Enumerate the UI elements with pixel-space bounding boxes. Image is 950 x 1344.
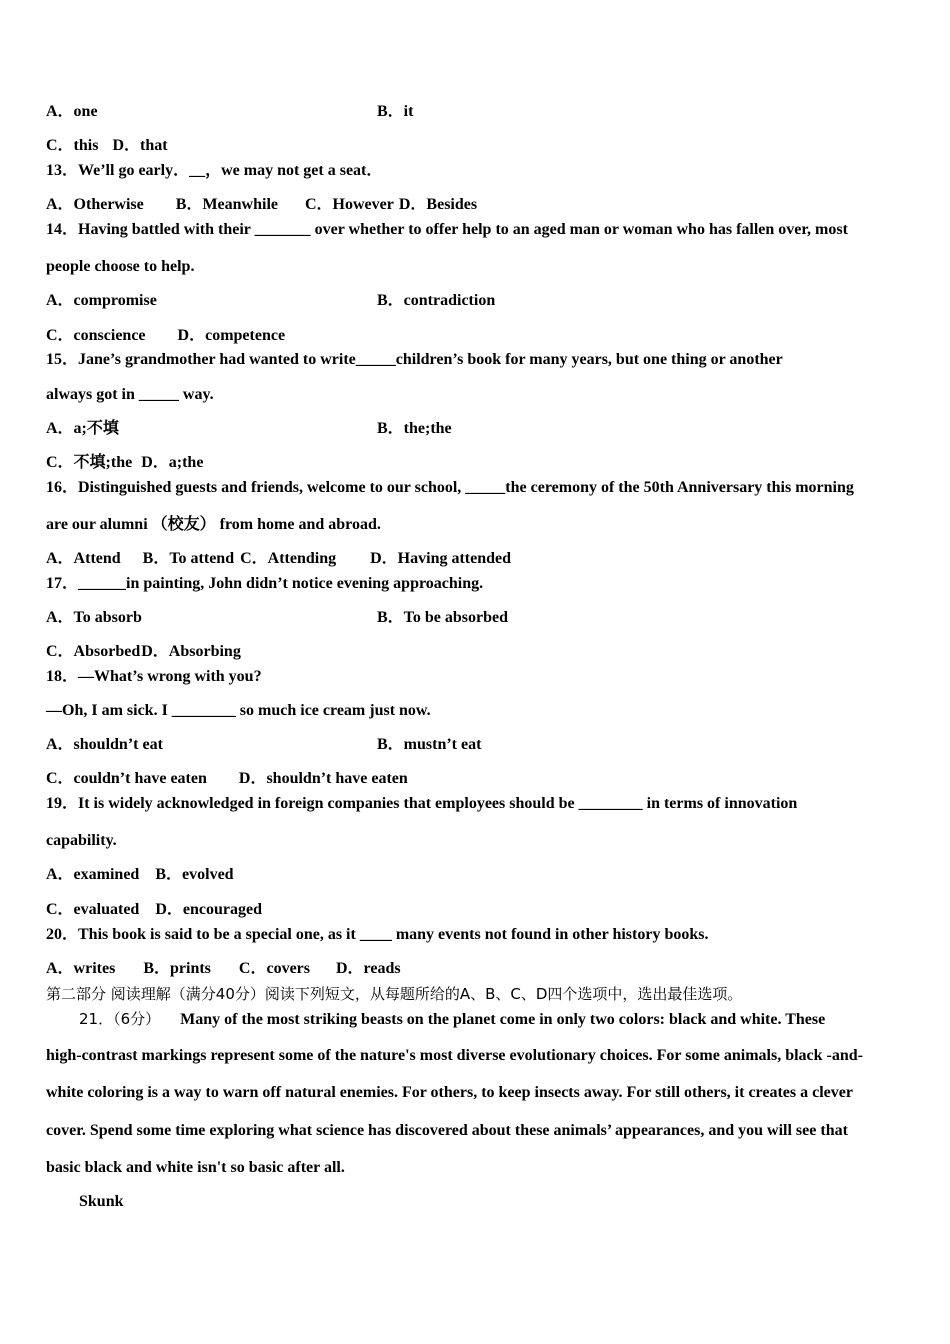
q16-stem-line1: 16．Distinguished guests and friends, welcome to our school, _____the ceremony of the 50th Anniversary this morning xyxy=(46,479,854,496)
q12-option-a: A．one xyxy=(46,103,98,120)
q20-option-c: C．covers xyxy=(238,960,310,977)
section2-heading: 第二部分 阅读理解（满分40分）阅读下列短文，从每题所给的A、B、C、D四个选项中，选出最佳选项。 xyxy=(46,985,743,1003)
q17-option-c: C．Absorbed xyxy=(46,643,141,660)
q19-options-cd xyxy=(46,900,262,920)
q16-stem-line2: are our alumni （校友） from home and abroad. xyxy=(46,516,381,533)
q15-option-a: A．a;不填 xyxy=(46,420,119,437)
q17-option-d: D．Absorbing xyxy=(141,643,241,660)
q14-stem-line1: 14．Having battled with their _______ over whether to offer help to an aged man or woman who has fallen over, most xyxy=(46,221,848,238)
q16-option-c: C．Attending xyxy=(240,550,337,567)
q15-stem-line2: always got in _____ way. xyxy=(46,386,214,403)
q21-passage-line2: high-contrast markings represent some of the nature's most diverse evolutionary choices. For some animals, black -and- xyxy=(46,1047,863,1064)
q20-stem: 20．This book is said to be a special one, as it ____ many events not found in other history books. xyxy=(46,926,709,943)
q18-option-b: B．mustn’t eat xyxy=(377,736,482,753)
q15-option-b: B．the;the xyxy=(377,420,452,437)
q21-passage-line3: white coloring is a way to warn off natural enemies. For others, to keep insects away. For still others, it creates a clever xyxy=(46,1084,853,1101)
q19-option-a: A．examined xyxy=(46,866,140,883)
q19-option-b: B．evolved xyxy=(155,866,234,883)
q16-option-a: A．Attend xyxy=(46,550,121,567)
q17-option-a: A．To absorb xyxy=(46,609,142,626)
q16-option-b: B．To attend xyxy=(142,550,235,567)
q13-options xyxy=(46,195,477,215)
q19-stem-line2: capability. xyxy=(46,832,117,849)
q13-option-d: D．Besides xyxy=(398,196,478,213)
q20-options xyxy=(46,959,401,979)
q14-option-d: D．competence xyxy=(177,327,286,344)
q20-option-d: D．reads xyxy=(336,960,401,977)
q17-stem: 17．______in painting, John didn’t notice evening approaching. xyxy=(46,575,484,592)
q13-option-c: C．However xyxy=(305,196,394,213)
q17-option-b: B．To be absorbed xyxy=(377,609,509,626)
q19-option-c: C．evaluated xyxy=(46,901,140,918)
q13-option-b: B．Meanwhile xyxy=(175,196,278,213)
q18-options-cd xyxy=(46,769,408,789)
q14-options-cd xyxy=(46,326,285,346)
q21-passage-line1 xyxy=(79,1009,825,1030)
q21-number: 21．（6分） xyxy=(79,1010,161,1028)
q15-option-d: D．a;the xyxy=(141,454,204,471)
q12-option-b: B．it xyxy=(377,103,414,120)
q18-stem-line1: 18．—What’s wrong with you? xyxy=(46,668,262,685)
q18-option-c: C．couldn’t have eaten xyxy=(46,770,207,787)
q14-option-c: C．conscience xyxy=(46,327,146,344)
q21-passage-line4: cover. Spend some time exploring what science has discovered about these animals’ appearances, and you will see that xyxy=(46,1122,848,1139)
q18-option-d: D．shouldn’t have eaten xyxy=(238,770,408,787)
q12-options-cd xyxy=(46,136,168,156)
q15-options-cd xyxy=(46,453,203,473)
q21-passage-line5: basic black and white isn't so basic after all. xyxy=(46,1159,345,1176)
q21-passage-text1: Many of the most striking beasts on the planet come in only two colors: black and white. These xyxy=(180,1011,826,1028)
q18-option-a: A．shouldn’t eat xyxy=(46,736,163,753)
q14-stem-line2: people choose to help. xyxy=(46,258,195,275)
q19-stem-line1: 19．It is widely acknowledged in foreign companies that employees should be ________ in terms of innovation xyxy=(46,795,798,812)
q20-option-a: A．writes xyxy=(46,960,116,977)
q21-subtitle: Skunk xyxy=(79,1193,124,1210)
q16-options xyxy=(46,549,511,569)
q20-option-b: B．prints xyxy=(143,960,211,977)
q19-option-d: D．encouraged xyxy=(155,901,263,918)
q14-option-b: B．contradiction xyxy=(377,292,496,309)
q15-option-c: C．不填;the xyxy=(46,454,133,471)
q18-stem-line2: —Oh, I am sick. I ________ so much ice cream just now. xyxy=(46,702,431,719)
q13-stem: 13．We’ll go early．__，we may not get a seat． xyxy=(46,162,383,179)
q12-option-c: C．this xyxy=(46,137,99,154)
q14-option-a: A．compromise xyxy=(46,292,157,309)
q16-option-d: D．Having attended xyxy=(370,550,512,567)
q12-option-d: D．that xyxy=(112,137,168,154)
q19-options-ab xyxy=(46,865,234,885)
q13-option-a: A．Otherwise xyxy=(46,196,144,213)
q15-stem-line1: 15．Jane’s grandmother had wanted to write_____children’s book for many years, but one thing or another xyxy=(46,351,783,368)
q17-options-cd xyxy=(46,642,241,662)
